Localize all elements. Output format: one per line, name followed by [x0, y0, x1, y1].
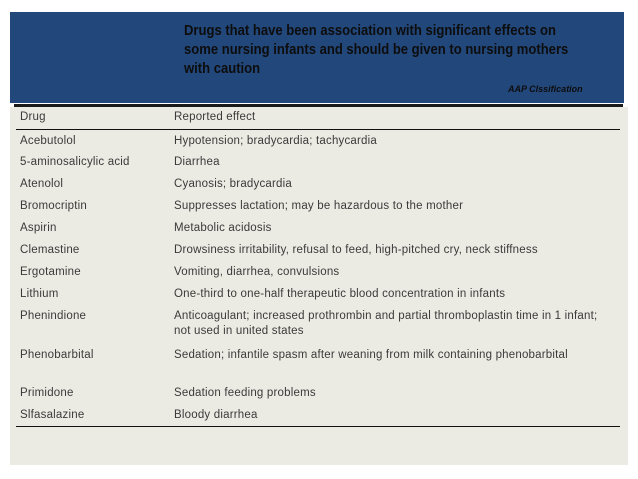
- effect-cell: Cyanosis; bradycardia: [174, 178, 292, 190]
- header-rule: [16, 129, 620, 130]
- effect-cell: Suppresses lactation; may be hazardous to the mother: [174, 200, 464, 212]
- drug-cell: Atenolol: [20, 178, 64, 190]
- slide-title: Drugs that have been association with significant effects on some nursing infants and should be given to nursing mothers with caution: [184, 23, 569, 77]
- slide-header: [10, 12, 624, 103]
- effect-cell: Sedation feeding problems: [174, 387, 316, 399]
- header-drug: Drug: [20, 111, 46, 123]
- bottom-rule: [16, 426, 620, 427]
- effect-cell: Diarrhea: [174, 156, 220, 168]
- drug-cell: Lithium: [20, 288, 59, 300]
- drug-cell: 5-aminosalicylic acid: [20, 156, 130, 168]
- drug-cell: Slfasalazine: [20, 409, 85, 421]
- effect-cell: One-third to one-half therapeutic blood concentration in infants: [174, 288, 506, 300]
- drug-cell: Clemastine: [20, 244, 80, 256]
- drug-cell: Phenobarbital: [20, 349, 94, 361]
- header-effect: Reported effect: [174, 111, 256, 123]
- effect-cell: Metabolic acidosis: [174, 222, 272, 234]
- effect-cell: Hypotension; bradycardia; tachycardia: [174, 135, 378, 147]
- drug-cell: Bromocriptin: [20, 200, 87, 212]
- drug-cell: Phenindione: [20, 310, 87, 322]
- effect-cell: Sedation; infantile spasm after weaning from milk containing phenobarbital: [174, 349, 568, 361]
- drug-cell: Ergotamine: [20, 266, 81, 278]
- drug-cell: Acebutolol: [20, 135, 76, 147]
- effect-cell: Drowsiness irritability, refusal to feed, high-pitched cry, neck stiffness: [174, 244, 538, 256]
- effect-cell: Bloody diarrhea: [174, 409, 258, 421]
- effect-cell: Anticoagulant; increased prothrombin and partial thromboplastin time in 1 infant; not used in united states: [174, 310, 598, 337]
- drug-cell: Primidone: [20, 387, 74, 399]
- effect-cell: Vomiting, diarrhea, convulsions: [174, 266, 340, 278]
- slide-subtitle: AAP Clssification: [508, 84, 583, 94]
- drug-cell: Aspirin: [20, 222, 57, 234]
